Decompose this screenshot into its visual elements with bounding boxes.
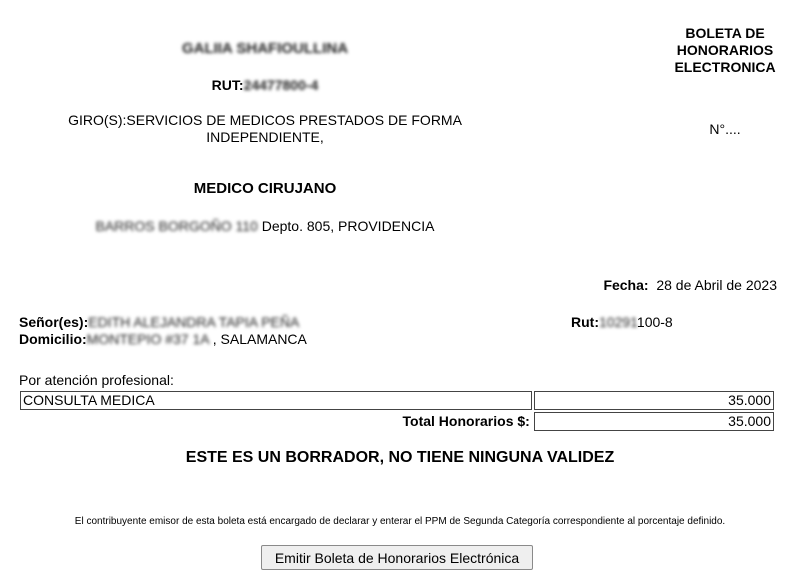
recipient-rut-label: Rut: [571,314,599,330]
recipient-block [19,314,307,348]
total-label: Total Honorarios $: [402,413,530,429]
recipient-rut-hidden: 10291 [599,314,637,330]
document-title-line1: BOLETA DE [685,25,765,41]
issuer-address-street: BARROS BORGOÑO 110 [95,218,258,234]
recipient-address-label: Domicilio: [19,331,87,347]
issuer-giro: GIRO(S):SERVICIOS DE MEDICOS PRESTADOS DE FORMA INDEPENDIENTE, [68,112,462,145]
service-description: CONSULTA MEDICA [20,391,532,410]
recipient-name-value: EDITH ALEJANDRA TAPIA PEÑA [88,314,300,330]
issuer-rut-label: RUT: [211,77,244,93]
recipient-rut-visible: 100-8 [636,314,673,330]
document-title-line3: ELECTRONICA [674,59,776,75]
issuer-profession: MEDICO CIRUJANO [193,180,337,197]
document-title-line2: HONORARIOS [676,42,774,58]
recipient-name-row [19,314,307,331]
services-table [18,389,776,433]
document-title [650,25,800,76]
table-row [20,391,774,410]
table-row-total [20,412,774,431]
draft-notice: ESTE ES UN BORRADOR, NO TIENE NINGUNA VALIDEZ [185,449,615,466]
recipient-address-city: , SALAMANCA [208,331,307,347]
issuer-rut [120,77,410,93]
total-value: 35.000 [534,412,774,431]
issuer-rut-value: 24477800-4 [243,77,319,93]
emit-boleta-button[interactable]: Emitir Boleta de Honorarios Electrónica [261,545,533,570]
recipient-name-label: Señor(es): [19,314,89,330]
date-label: Fecha: [603,277,649,293]
issuer-name: GALIIA SHAFIOULLINA [181,40,349,57]
issuer-address [60,218,470,234]
service-amount: 35.000 [534,391,774,410]
recipient-address-row [19,331,307,348]
services-caption: Por atención profesional: [19,372,174,388]
date-value: 28 de Abril de 2023 [656,277,777,293]
issuer-address-rest: Depto. 805, PROVIDENCIA [257,218,435,234]
legal-note: El contribuyente emisor de esta boleta está encargado de declarar y enterar el PPM de Segunda Categoría correspondiente al porcentaje definido. [74,516,726,527]
document-date [603,277,777,293]
recipient-address-value: MONTEPIO #37 1A [86,331,209,347]
recipient-rut [571,314,673,330]
document-number: N°.... [709,121,741,137]
